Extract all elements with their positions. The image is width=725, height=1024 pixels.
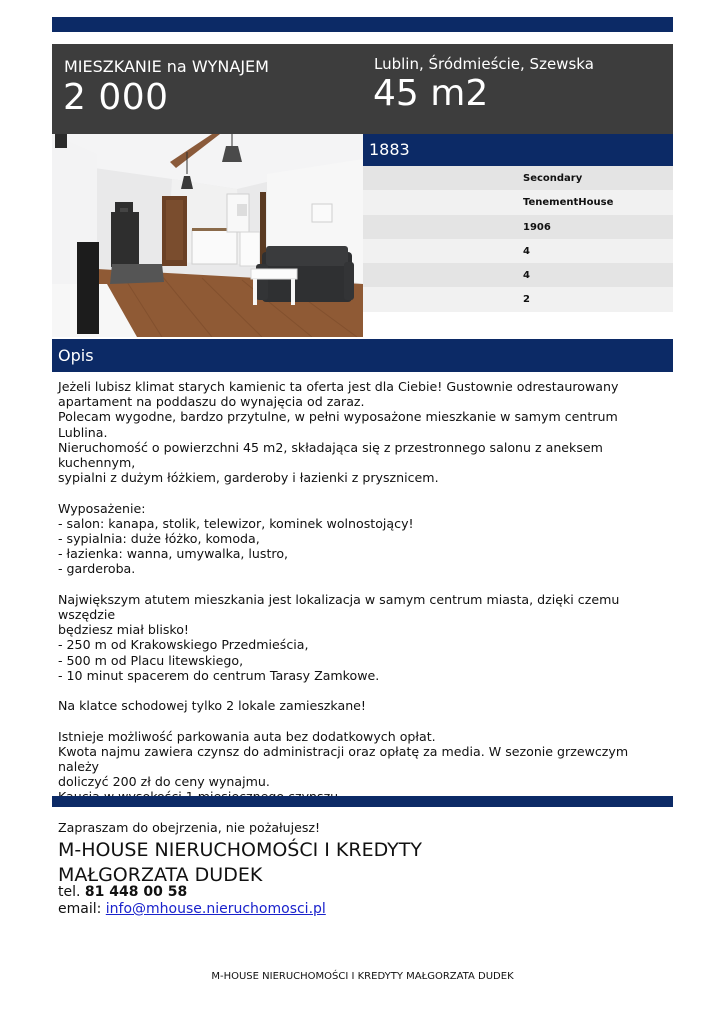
agency-name [58,838,422,888]
bottom-accent-bar [52,796,673,807]
description-text: Jeżeli lubisz klimat starych kamienic ta oferta jest dla Ciebie! Gustownie odrestaurowany apartament na poddaszu do wynajęcia od zaraz. Polecam wygodne, bardzo przytulne, w pełni wyposażone mieszkanie w samym centrum Lublina. Nieruchomość o powierzchni 45 m2, składająca się z przestronnego salonu z aneksem kuchennym, sypialni z dużym łóżkiem, garderoby i łazienki z prysznicem. Wyposażenie: - salon: kanapa, stolik, telewizor, kominek wolnostojący! - sypialnia: duże łóżko, komoda, - łazienka: wanna, umywalka, lustro, - garderoba. Największym atutem mieszkania jest lokalizacja w samym centrum miasta, dzięki czemu wszędzie będziesz miał blisko! - 250 m od Krakowskiego Przedmieścia, - 500 m od Placu litewskiego, - 10 minut spacerem do centrum Tarasy Zamkowe. Na klatce schodowej tylko 2 lokale zamieszkane! Istnieje możliwość parkowania auta bez dodatkowych opłat. Kwota najmu zawiera czynsz do administracji oraz opłatę za media. W sezonie grzewczym należy doliczyć 200 zł do ceny wynajmu. Zapraszam do obejrzenia, nie pożałujesz! [58,379,629,835]
attribute-value: 4 [523,270,530,282]
top-accent-bar [52,17,673,32]
phone-line [58,884,326,901]
description-title: Opis [58,346,94,365]
attribute-value: 1906 [523,221,551,233]
phone-label: tel. [58,884,81,900]
attribute-value: 4 [523,245,530,257]
agency-contact [58,884,326,918]
agency-name-line2: MAŁGORZATA DUDEK [58,864,263,886]
attribute-row [363,263,673,287]
email-link[interactable]: info@mhouse.nieruchomosci.pl [105,901,326,917]
email-line [58,901,326,918]
attribute-row [363,215,673,239]
listing-header [52,44,673,134]
listing-id: 1883 [369,140,410,159]
listing-id-bar [363,134,673,166]
apartment-photo [52,134,363,337]
listing-type: MIESZKANIE na WYNAJEM [64,57,269,76]
attribute-row [363,190,673,214]
attribute-row [363,287,673,311]
phone-number[interactable]: 81 448 00 58 [84,884,188,900]
attribute-row [363,166,673,190]
description-section-header [52,339,673,372]
listing-price: 2 000 [63,77,169,118]
attribute-value: Secondary [523,173,583,184]
attributes-table [363,166,673,312]
agency-name-line1: M-HOUSE NIERUCHOMOŚCI I KREDYTY [58,839,422,861]
listing-area: 45 m2 [373,73,489,114]
attribute-value: TenementHouse [523,197,614,209]
attribute-row [363,239,673,263]
attribute-value: 2 [523,294,530,306]
listing-location: Lublin, Śródmieście, Szewska [374,55,594,73]
page-footer: M-HOUSE NIERUCHOMOŚCI I KREDYTY MAŁGORZATA DUDEK [211,971,514,982]
email-label: email: [58,901,102,917]
